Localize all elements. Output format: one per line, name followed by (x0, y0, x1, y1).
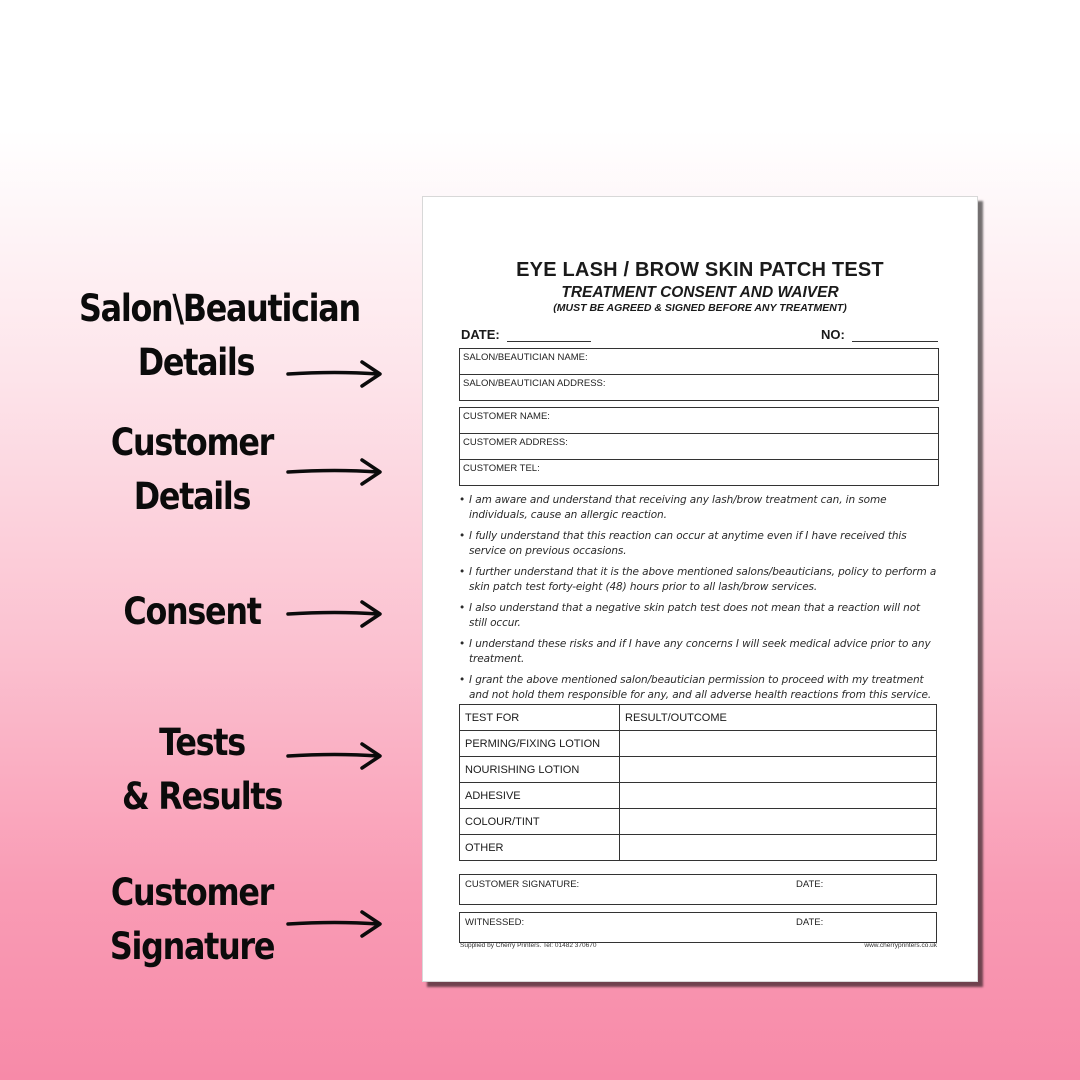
annotation-line: & Results (122, 775, 282, 818)
field-label: SALON/BEAUTICIAN ADDRESS: (463, 378, 606, 389)
signature-date-label: DATE: (796, 879, 824, 890)
salon-details-box (459, 348, 939, 401)
column-header: RESULT/OUTCOME (620, 705, 937, 731)
form-subtitle: TREATMENT CONSENT AND WAIVER (561, 284, 839, 301)
test-name-cell: PERMING/FIXING LOTION (460, 731, 620, 757)
consent-statement: • I further understand that it is the above mentioned salons/beauticians, policy to perform a skin patch test forty-eight (48) hours prior to all lash/brow services. (459, 565, 941, 594)
number-label: NO: (821, 327, 845, 342)
consent-statement: • I grant the above mentioned salon/beautician permission to proceed with my treatment and not hold them responsible for any, and all adverse health reactions from this service. (459, 673, 941, 702)
field-label: CUSTOMER NAME: (463, 411, 550, 422)
customer-address-field[interactable] (460, 434, 938, 460)
consent-statements (459, 493, 941, 709)
annotation-line: Details (137, 341, 255, 384)
result-cell[interactable] (620, 835, 937, 861)
annotation-line: Signature (109, 925, 275, 968)
consent-statement: • I also understand that a negative skin patch test does not mean that a reaction will not still occur. (459, 601, 941, 630)
arrow-right-icon (286, 456, 386, 488)
annotation-line: Salon\Beautician (79, 287, 360, 330)
annotation-consent (106, 585, 278, 639)
number-field[interactable] (821, 327, 938, 342)
annotation-tests-results (116, 716, 288, 824)
signature-label: CUSTOMER SIGNATURE: (465, 879, 580, 890)
consent-statement: • I am aware and understand that receiving any lash/brow treatment can, in some individuals, cause an allergic reaction. (459, 493, 941, 522)
test-name-cell: OTHER (460, 835, 620, 861)
field-label: CUSTOMER TEL: (463, 463, 540, 474)
annotation-line: Tests (159, 721, 245, 764)
witness-signature-field[interactable] (459, 912, 937, 943)
test-name-cell: NOURISHING LOTION (460, 757, 620, 783)
field-label: SALON/BEAUTICIAN NAME: (463, 352, 588, 363)
customer-signature-field[interactable] (459, 874, 937, 905)
annotation-line: Customer (110, 421, 274, 464)
footer-supplier: Supplied by Cherry Printers. Tel: 01482 370670 (460, 942, 597, 949)
result-cell[interactable] (620, 783, 937, 809)
arrow-right-icon (286, 358, 386, 390)
arrow-right-icon (286, 740, 386, 772)
arrow-right-icon (286, 908, 386, 940)
table-header-row (460, 705, 937, 731)
consent-statement: • I fully understand that this reaction can occur at anytime even if I have received this service on previous occasions. (459, 529, 941, 558)
test-name-cell: COLOUR/TINT (460, 809, 620, 835)
customer-tel-field[interactable] (460, 460, 938, 485)
consent-statement: • I understand these risks and if I have any concerns I will seek medical advice prior to any treatment. (459, 637, 941, 666)
date-field[interactable] (461, 327, 591, 342)
table-row (460, 835, 937, 861)
result-cell[interactable] (620, 731, 937, 757)
annotation-customer-signature (106, 866, 278, 974)
annotation-line: Customer (110, 871, 274, 914)
test-name-cell: ADHESIVE (460, 783, 620, 809)
column-header: TEST FOR (460, 705, 620, 731)
table-row (460, 731, 937, 757)
annotation-line: Details (133, 475, 251, 518)
tests-results-table (459, 704, 937, 861)
number-blank[interactable] (852, 330, 938, 342)
form-subnote: (MUST BE AGREED & SIGNED BEFORE ANY TREATMENT) (553, 302, 847, 314)
arrow-right-icon (286, 598, 386, 630)
salon-name-field[interactable] (460, 349, 938, 375)
annotation-salon-details (79, 282, 360, 390)
salon-address-field[interactable] (460, 375, 938, 400)
date-label: DATE: (461, 327, 500, 342)
witness-date-label: DATE: (796, 917, 824, 928)
consent-form-sheet (422, 196, 978, 982)
field-label: CUSTOMER ADDRESS: (463, 437, 568, 448)
table-row (460, 783, 937, 809)
customer-details-box (459, 407, 939, 486)
annotation-customer-details (106, 416, 278, 524)
table-row (460, 809, 937, 835)
form-title: EYE LASH / BROW SKIN PATCH TEST (516, 259, 884, 281)
table-row (460, 757, 937, 783)
result-cell[interactable] (620, 757, 937, 783)
footer-website: www.cherryprinters.co.uk (864, 942, 937, 949)
result-cell[interactable] (620, 809, 937, 835)
customer-name-field[interactable] (460, 408, 938, 434)
annotation-line: Consent (123, 590, 261, 633)
date-blank[interactable] (507, 330, 591, 342)
witness-label: WITNESSED: (465, 917, 525, 928)
